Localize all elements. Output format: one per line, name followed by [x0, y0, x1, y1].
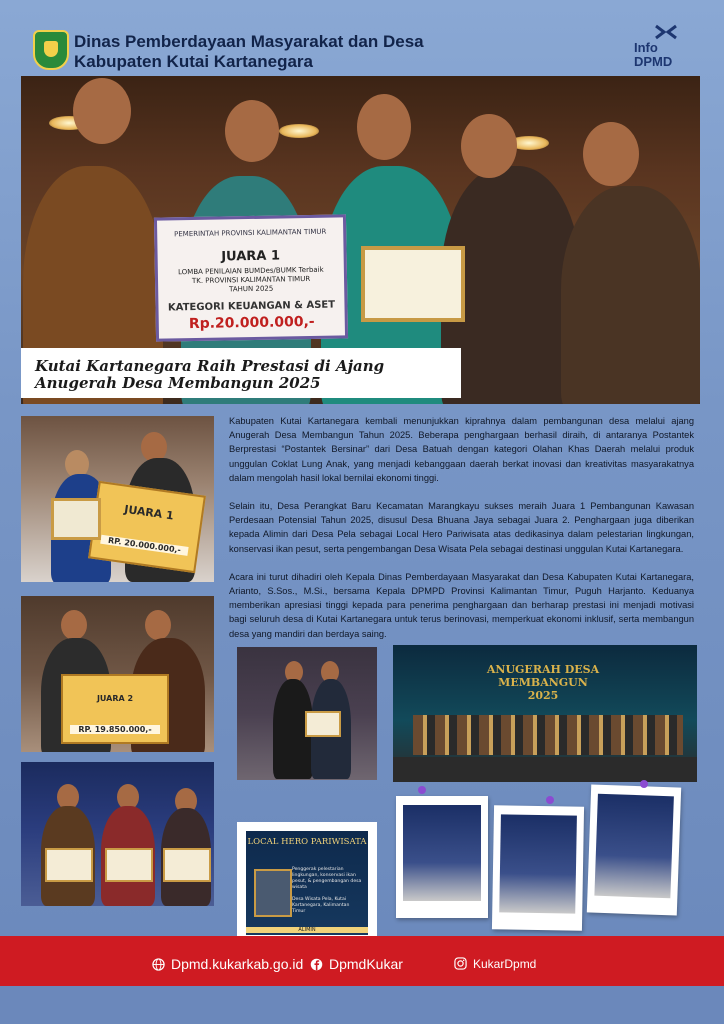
person-head	[73, 78, 131, 144]
certificate-frame	[45, 848, 93, 882]
board-description	[158, 265, 344, 295]
local-hero-description	[292, 867, 364, 915]
instagram-text: KukarDpmd	[473, 957, 537, 971]
website-text: Dpmd.kukarkab.go.id	[171, 956, 304, 972]
certificate-frame	[51, 498, 101, 540]
article-paragraph: Kabupaten Kutai Kartanegara kembali menunjukkan kiprahnya dalam pembangunan desa melalui ajang Anugerah Desa Membangun Tahun 2025. Beberapa penghargaan berhasil diraih, di antaranya Postantek Berprestasi “Postantek Bersinar” dari Desa Batuah dengan kategori Olahan Khas Daerah melalui produk unggulan Coklat Lung Anak, yang menjadi kebanggaan daerah berkat inovasi dan kreativitas masyarakatnya dalam mengolah hasil lokal bernilai ekonomi tinggi.	[229, 416, 694, 483]
polaroid-image	[403, 805, 481, 901]
board-rank: JUARA 2	[96, 694, 134, 703]
dpmd-word: DPMD	[634, 54, 673, 69]
photo-award-winners	[21, 762, 214, 906]
alimin-portrait	[254, 869, 292, 917]
board-desc-line: LOMBA PENILAIAN BUMDes/BUMK Terbaik	[178, 265, 324, 277]
board-desc-line: TAHUN 2025	[229, 284, 274, 294]
kutai-kartanegara-emblem-icon	[33, 30, 69, 70]
stage-floor	[393, 757, 697, 782]
headline	[35, 358, 384, 392]
photo-juara-2	[21, 596, 214, 752]
org-line-2: Kabupaten Kutai Kartanegara	[74, 52, 313, 71]
article-body	[229, 414, 694, 655]
board-rank: JUARA 1	[221, 248, 281, 265]
group-of-recipients	[413, 715, 683, 755]
stage-title: ANUGERAH DESA MEMBANGUN 2025	[486, 663, 600, 702]
board-issuer: PEMERINTAH PROVINSI KALIMANTAN TIMUR	[174, 227, 327, 239]
prize-board-small	[88, 481, 206, 573]
prize-board-small	[61, 674, 169, 744]
certificate-frame	[361, 246, 465, 322]
local-hero-desc-text: Penggerak pelestarian lingkungan, konservasi ikan pesut, & pengembangan desa wisata	[292, 867, 362, 890]
board-category: KATEGORI KEUANGAN & ASET	[167, 299, 336, 314]
globe-icon	[152, 958, 165, 971]
instagram-link[interactable]	[454, 957, 536, 971]
ceiling-light	[279, 124, 319, 138]
website-link[interactable]	[152, 956, 303, 972]
facebook-text: DpmdKukar	[329, 956, 403, 972]
board-prize: RP. 19.850.000,-	[70, 725, 160, 734]
local-hero-title: LOCAL HERO PARIWISATA	[247, 837, 367, 847]
info-dpmd-mark-icon	[654, 24, 678, 40]
polaroid-photo	[396, 796, 488, 918]
certificate-frame	[105, 848, 153, 882]
info-dpmd-logo	[630, 24, 690, 70]
bottom-band	[0, 986, 724, 1024]
pin-icon	[418, 786, 426, 794]
headline-line-1: Kutai Kartanegara Raih Prestasi di Ajang	[35, 357, 385, 375]
certificate-frame	[305, 711, 341, 737]
person-head	[61, 610, 87, 640]
org-line-1: Dinas Pemberdayaan Masyarakat dan Desa	[74, 32, 424, 51]
polaroid-image	[499, 814, 577, 913]
headline-box	[21, 348, 461, 398]
person-head	[225, 100, 279, 162]
instagram-icon	[454, 957, 467, 970]
photo-two-men	[237, 647, 377, 780]
article-paragraph: Selain itu, Desa Perangkat Baru Kecamatan Marangkayu sukses meraih Juara 1 Pembangunan Kawasan Perdesaan Potensial Tahun 2025, disusul Desa Bhuana Jaya sebagai Juara 2. Penghargaan juga diberikan kepada Alimin dari Desa Pela sebagai Local Hero Pariwisata atas dedikasinya dalam pelestarian lingkungan, konservasi ikan pesut, serta pengembangan Desa Wisata Pela sebagai destinasi unggulan Kutai Kartanegara.	[229, 501, 694, 554]
article-paragraph: Acara ini turut dihadiri oleh Kepala Dinas Pemberdayaan Masyarakat dan Desa Kabupaten Kutai Kartanegara, Arianto, S.Sos., M.Si., bersama Kepala DPMPD Provinsi Kalimantan Timur, Puguh Harjanto. Keduanya memberikan apresiasi tinggi kepada para penerima penghargaan dan berharap prestasi ini menjadi motivasi bagi seluruh desa di Kutai Kartanegara untuk terus berinovasi, memperkuat ekonomi inklusif, serta membangun desa yang mandiri dan berdaya saing.	[229, 571, 694, 639]
polaroid-photo	[587, 784, 681, 915]
polaroid-image	[594, 794, 674, 899]
info-word: Info	[634, 40, 658, 55]
person-figure	[561, 186, 700, 404]
local-hero-card	[246, 831, 368, 935]
organization-name	[74, 32, 424, 72]
person-head	[583, 122, 639, 186]
person-head	[357, 94, 411, 160]
local-hero-certificate	[237, 822, 377, 944]
facebook-icon	[310, 958, 323, 971]
board-desc-line: TK. PROVINSI KALIMANTAN TIMUR	[191, 274, 311, 286]
board-prize: RP. 20.000.000,-	[100, 535, 188, 556]
polaroid-photo	[492, 805, 584, 931]
local-hero-village: Desa Wisata Pela, Kutai Kartanegara, Kalimantan Timur	[292, 897, 350, 914]
header	[0, 0, 724, 78]
pin-icon	[640, 780, 648, 788]
headline-line-2: Anugerah Desa Membangun 2025	[35, 374, 321, 392]
certificate-frame	[163, 848, 211, 882]
person-head	[145, 610, 171, 640]
facebook-link[interactable]	[310, 956, 403, 972]
prize-board	[154, 214, 348, 341]
photo-stage-group	[393, 645, 697, 782]
board-prize: Rp.20.000.000,-	[188, 313, 315, 333]
photo-juara-1	[21, 416, 214, 582]
pin-icon	[546, 796, 554, 804]
local-hero-name: ALIMIN	[246, 927, 368, 933]
person-head	[461, 114, 517, 178]
board-rank: JUARA 1	[123, 502, 175, 523]
